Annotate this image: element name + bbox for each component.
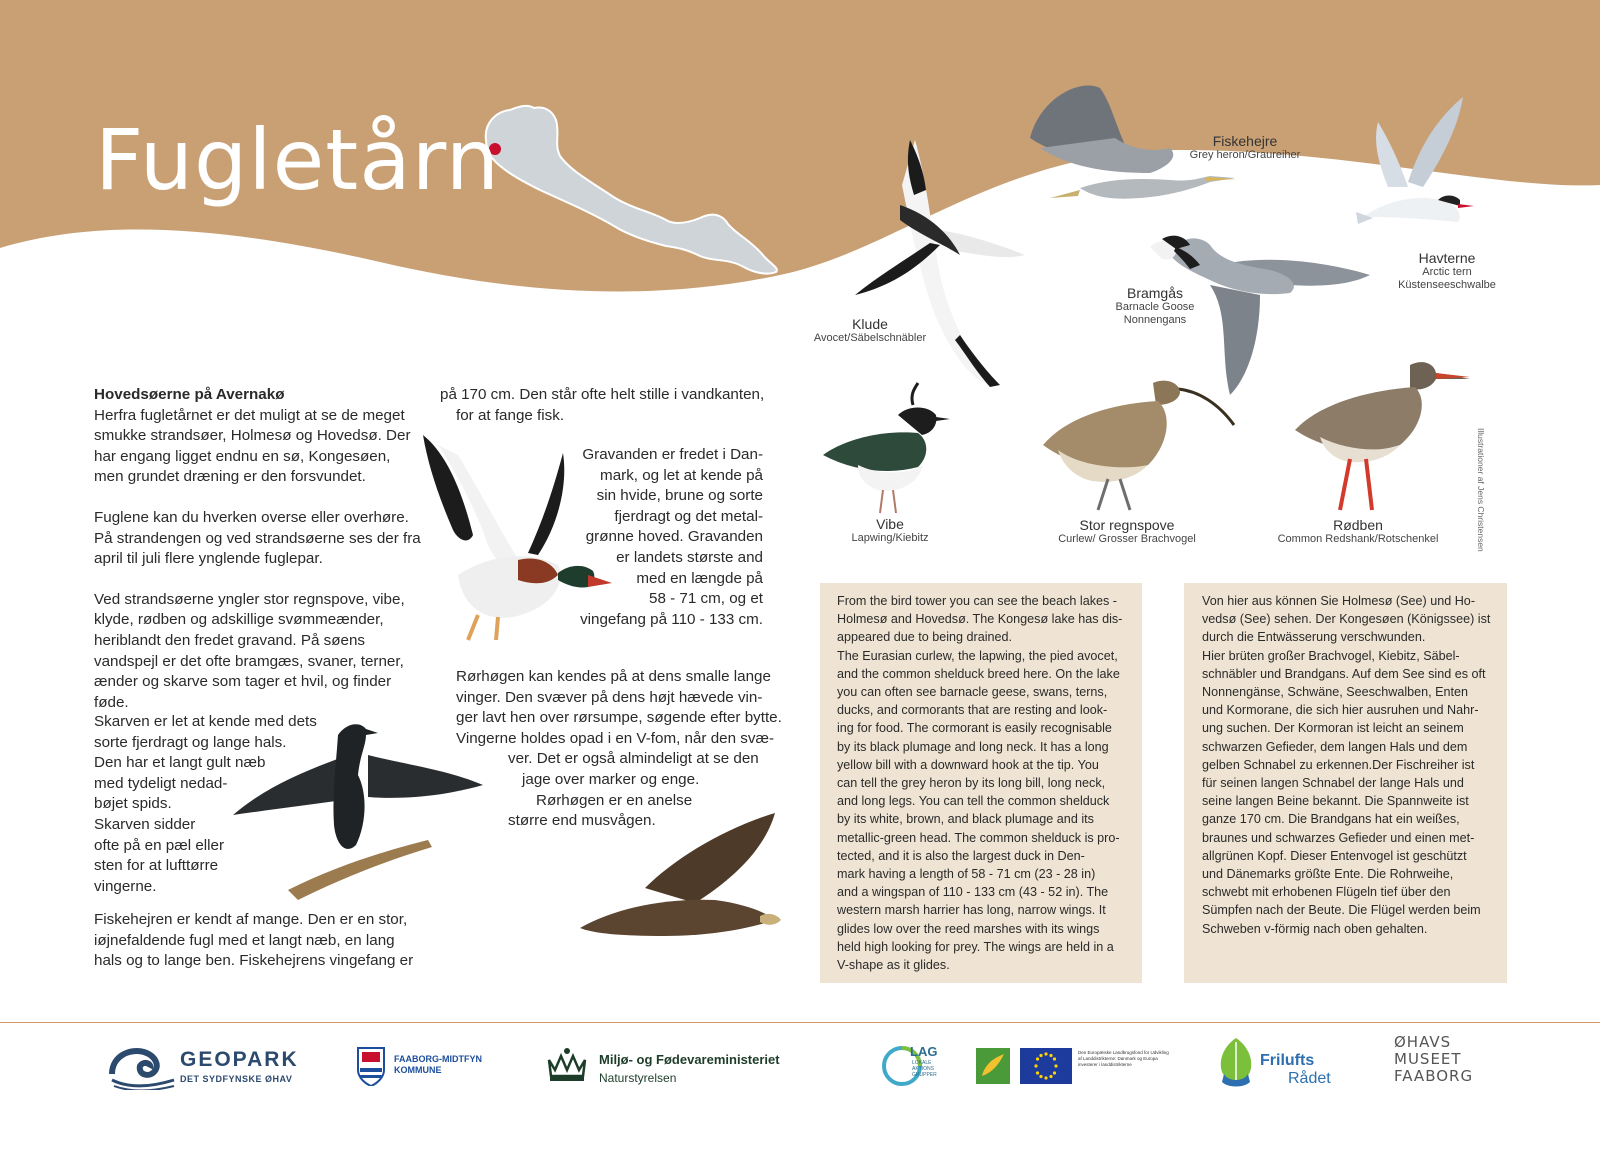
text-line: Sümpfen nach der Beute. Die Flügel werden beim — [1202, 903, 1481, 918]
text-line: The Eurasian curlew, the lapwing, the pied avocet, — [837, 648, 1118, 663]
bird-name-curlew: Stor regnspove — [1079, 517, 1175, 533]
bird-sub-redshank: Common Redshank/Rotschenkel — [1277, 533, 1439, 545]
text-line: Nonnengänse, Schwäne, Seeschwalben, Enten — [1202, 685, 1469, 700]
avocet-illustration — [840, 135, 1030, 390]
footer-divider — [0, 1022, 1600, 1023]
eu-fund-text: Den Europæiske Landbrugsfond for Udvikling af Landdistrikterne: Danmark og Europa investerer i landdistrikterne — [1078, 1050, 1169, 1067]
text-line: vingefang på 110 - 133 cm. — [580, 610, 763, 628]
bird-sub1-tern: Arctic tern — [1422, 266, 1472, 278]
text-line: 58 - 71 cm, og et — [649, 590, 763, 608]
text-line: durch die Entwässerung verschwunden. — [1202, 630, 1426, 645]
page-title: Fugletårn — [95, 111, 501, 209]
friluftsraadet-line-1: Frilufts — [1260, 1052, 1315, 1069]
text-line: allgrünen Kopf. Dieser Entenvogel ist geschützt — [1202, 848, 1467, 863]
kommune-crest-icon — [356, 1044, 386, 1086]
text-line: held high looking for prey. The wings are held in a — [837, 939, 1114, 954]
bird-sub-curlew: Curlew/ Grosser Brachvogel — [1058, 533, 1196, 545]
lapwing-illustration — [818, 375, 958, 515]
text-line: ung suchen. Der Kormoran ist leicht an seinem — [1202, 721, 1464, 736]
text-line: and the common shelduck breed here. On the lake — [837, 666, 1120, 681]
text-line: med en længde på — [636, 569, 763, 587]
text-line: for at fange fisk. — [456, 406, 565, 424]
text-line: appeared due to being drained. — [837, 630, 1013, 645]
text-line: grønne hoved. Gravanden — [585, 528, 763, 546]
text-line: schwebt mit erhobenen Flügeln tief über den — [1202, 885, 1451, 900]
text-line: Von hier aus können Sie Holmesø (See) und Ho- — [1202, 594, 1476, 608]
text-line: Vingerne holdes opad i en V-fom, når den svæ- — [456, 729, 775, 747]
shelduck-paragraph — [545, 445, 763, 630]
text-line: and long legs. You can tell the common shelduck — [837, 794, 1110, 809]
text-line: Holmesø and Hovedsø. The Kongesø lake has dis- — [837, 612, 1123, 627]
text-line: yellow bill with a downward hook at the tip. You — [837, 757, 1099, 772]
text-line: schwarzen Gefieder, dem langen Hals und dem — [1202, 739, 1468, 754]
bird-name-lapwing: Vibe — [876, 516, 904, 532]
text-line: vingerne. — [94, 877, 157, 895]
arctic-tern-illustration — [1348, 92, 1478, 242]
text-line: Hier brüten großer Brachvogel, Kiebitz, Säbel- — [1202, 648, 1460, 663]
text-line: fjerdragt og det metal- — [614, 507, 763, 525]
text-line: vinger. Den svæver på dens højt hævede vin- — [456, 688, 763, 706]
lag-line: GRUPPER — [912, 1072, 937, 1078]
bird-name-heron: Fiskehejre — [1212, 133, 1278, 149]
text-line: er landets største and — [616, 548, 763, 566]
text-line: Rørhøgen kan kendes på at dens smalle lange — [456, 668, 771, 685]
text-line: på 170 cm. Den står ofte helt stille i vandkanten, — [440, 386, 765, 403]
kommune-line-1: FAABORG-MIDTFYN — [394, 1054, 482, 1064]
text-line: ofte på en pæl eller — [94, 836, 225, 854]
text-line: by its black plumage and long neck. It has a long — [837, 739, 1109, 754]
text-line: by its white, brown, and black plumage and its — [837, 812, 1094, 827]
text-line: glides low over the reed marshes with its wings — [837, 921, 1100, 936]
text-line: seine langen Beine bekannt. Die Spannweite ist — [1202, 794, 1469, 809]
text-line: sin hvide, brune og sorte — [596, 487, 763, 505]
text-line: mark having a length of 58 - 71 cm (23 - 28 in) — [837, 867, 1096, 882]
bird-name-redshank: Rødben — [1333, 517, 1383, 533]
text-line: western marsh harrier has long, narrow wings. It — [837, 903, 1106, 918]
ministry-agency: Naturstyrelsen — [599, 1071, 677, 1085]
text-line: ducks, and cormorants that are resting and look- — [837, 703, 1108, 718]
text-line: Skarven er let at kende med dets — [94, 713, 317, 730]
text-line: Skarven sidder — [94, 815, 196, 833]
bird-sub-heron: Grey heron/Graureiher — [1189, 149, 1301, 161]
text-line: you can often see barnacle geese, swans, terns, — [837, 685, 1108, 700]
text-line: ver. Det er også almindeligt at se den — [508, 750, 759, 768]
text-line: und Kormorane, die sich hier ausruhen und Nahr- — [1202, 703, 1479, 718]
lag-line: LOKALE — [912, 1060, 932, 1066]
text-line: sorte fjerdragt og lange hals. — [94, 733, 287, 751]
geopark-logo — [108, 1042, 298, 1092]
leaf-icon — [1218, 1036, 1254, 1088]
kommune-logo — [356, 1042, 506, 1092]
friluftsraadet-logo — [1218, 1034, 1348, 1094]
text-line: can tell the grey heron by its long bill, long neck, — [837, 776, 1106, 791]
text-line: Rørhøgen er en anelse — [536, 791, 693, 809]
left-paragraph-1: Herfra fugletårnet er det muligt at se de meget smukke strandsøer, Holmesø og Hovedsø. Der har engang ligget endnu en sø, Kongesøen, men grundet dræning er den forsvundet. — [94, 406, 411, 486]
bird-sub2-goose: Nonnengans — [1123, 314, 1187, 326]
marsh-harrier-illustration — [575, 808, 795, 948]
lag-line: AKTIONS — [912, 1066, 934, 1072]
bird-sub2-tern: Küstenseeschwalbe — [1398, 279, 1496, 291]
bird-name-avocet: Klude — [852, 316, 888, 332]
text-line: vedsø (See) sehen. Der Kongesøen (Königssee) ist — [1202, 612, 1491, 627]
text-line: tected, and it is also the largest duck in Den- — [837, 848, 1085, 863]
text-line: V-shape as it glides. — [837, 958, 950, 973]
bird-name-goose: Bramgås — [1126, 285, 1184, 301]
museum-line-1: ØHAVS — [1394, 1033, 1452, 1051]
text-line: sten for at lufttørre — [94, 857, 219, 875]
text-line: større end musvågen. — [508, 812, 656, 830]
text-line: From the bird tower you can see the beach lakes - — [837, 594, 1118, 608]
heron-continued — [440, 385, 780, 426]
text-line: metallic-green head. The common shelduck is pro- — [837, 830, 1120, 845]
geopark-sub: DET SYDFYNSKE ØHAV — [180, 1074, 293, 1084]
heron-paragraph: Fiskehejren er kendt af mange. Den er en stor, iøjnefaldende fugl med et langt næb, en lang hals og to lange ben. Fiskehejrens vingefang er — [94, 911, 414, 970]
friluftsraadet-line-2: Rådet — [1288, 1070, 1331, 1087]
lag-title: LAG — [910, 1044, 938, 1059]
left-paragraph-2: Fuglene kan du hverken overse eller overhøre. På strandengen og ved strandsøerne ses der fra april til juli flere ynglende fuglepar. — [94, 508, 421, 568]
text-line: für seinen langen Schnabel der lange Hals und — [1202, 776, 1464, 791]
left-paragraph-3: Ved strandsøerne yngler stor regnspove, vibe, klyde, rødben og adskillige svømmeænder, heriblandt den fredet gravand. På søens vandspejl er det ofte bramgæs, svaner, terner, ænder og skarve som tager et hvil, og finder føde. — [94, 590, 405, 711]
eu-flag-icon — [1020, 1048, 1072, 1084]
cormorant-illustration — [228, 715, 488, 915]
english-text-box — [820, 583, 1142, 983]
island-map — [480, 100, 790, 280]
text-line: med tydeligt nedad- — [94, 774, 228, 792]
kommune-line-2: KOMMUNE — [394, 1065, 442, 1075]
text-line: jage over marker og enge. — [522, 770, 700, 788]
curlew-illustration — [1038, 375, 1238, 515]
museum-logo — [1394, 1034, 1514, 1094]
geopark-title: GEOPARK — [180, 1048, 299, 1071]
section-heading: Hovedsøerne på Avernakø — [94, 386, 285, 403]
text-line: ganze 170 cm. Die Brandgans hat ein weißes, — [1202, 812, 1460, 827]
crown-icon — [545, 1046, 589, 1084]
lag-subtitle — [912, 1060, 937, 1078]
redshank-illustration — [1290, 355, 1480, 515]
bird-name-tern: Havterne — [1418, 250, 1476, 266]
text-line: ing for food. The cormorant is easily recognisable — [837, 721, 1112, 736]
lag-eu-logos — [880, 1040, 1170, 1094]
bird-sub-avocet: Avocet/Säbelschnäbler — [813, 332, 927, 344]
ministry-name: Miljø- og Fødevareministeriet — [599, 1052, 780, 1067]
museum-line-2: MUSEET — [1394, 1050, 1462, 1068]
bird-sub-lapwing: Lapwing/Kiebitz — [851, 532, 929, 544]
ministry-logo — [545, 1042, 825, 1092]
text-line: ger lavt hen over rørsumpe, søgende efter bytte. — [456, 709, 782, 727]
text-line: and a wingspan of 110 - 133 cm (43 - 52 in). The — [837, 885, 1109, 900]
text-line: Gravanden er fredet i Dan- — [582, 446, 763, 463]
left-column — [94, 385, 424, 713]
text-line: gelben Schnabel zu erkennen.Der Fischreiher ist — [1202, 757, 1475, 772]
text-line: Schweben v-förmig nach oben gehalten. — [1202, 921, 1428, 936]
text-line: Den har et langt gult næb — [94, 754, 266, 772]
leader-logo-icon — [976, 1048, 1010, 1084]
text-line: schnäbler und Brandgans. Auf dem See sind es oft — [1202, 666, 1486, 681]
text-line: bøjet spids. — [94, 795, 172, 813]
museum-line-3: FAABORG — [1394, 1067, 1474, 1085]
geopark-icon — [108, 1044, 178, 1090]
text-line: und Dänemarks größte Ente. Die Rohrweihe, — [1202, 867, 1454, 882]
bird-sub1-goose: Barnacle Goose — [1115, 301, 1195, 313]
text-line: braunes und schwarzes Gefieder und einen met- — [1202, 830, 1475, 845]
german-text-box — [1184, 583, 1507, 983]
illustration-credit: Illustrationer af Jens Christensen — [1476, 428, 1486, 552]
text-line: mark, og let at kende på — [600, 466, 763, 484]
